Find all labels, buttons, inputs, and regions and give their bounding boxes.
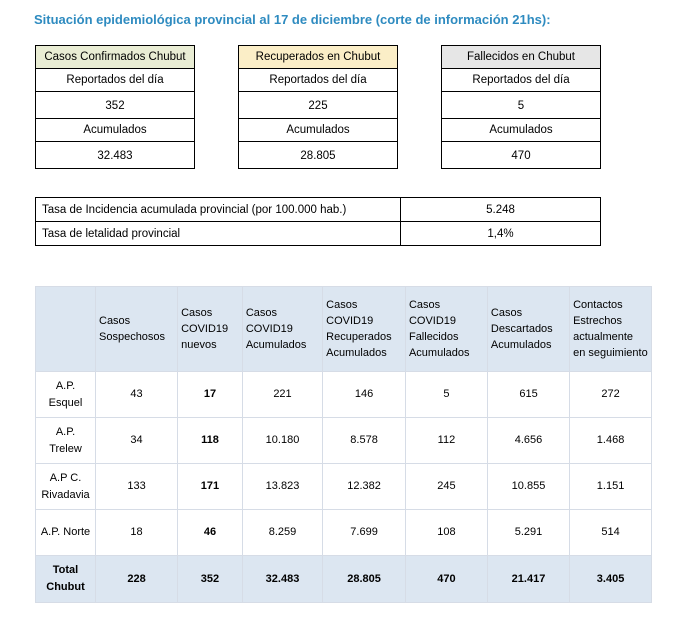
table-cell: 1.468 [570,418,652,464]
total-cell: 21.417 [487,556,569,603]
recovered-header: Recuperados en Chubut [239,46,398,69]
table-cell: 272 [570,372,652,418]
table-cell: 12.382 [323,464,406,510]
recovered-daily-value: 225 [239,92,398,119]
table-row [36,372,652,418]
column-header: Casos COVID19 nuevos [178,287,243,372]
region-name: A.P C. Rivadavia [36,464,96,510]
table-cell: 514 [570,510,652,556]
regional-cases-table [35,286,652,603]
column-header: Casos Sospechosos [96,287,178,372]
total-label: Total Chubut [36,556,96,603]
table-cell: 221 [242,372,322,418]
table-cell: 46 [178,510,243,556]
table-cell: 43 [96,372,178,418]
confirmed-cumulative-label: Acumulados [36,119,195,142]
confirmed-cumulative-value: 32.483 [36,142,195,169]
deaths-daily-value: 5 [442,92,601,119]
recovered-summary-box [238,45,398,169]
confirmed-daily-value: 352 [36,92,195,119]
column-header: Casos COVID19 Fallecidos Acumulados [405,287,487,372]
column-header: Casos COVID19 Acumulados [242,287,322,372]
page-title: Situación epidemiológica provincial al 17 de diciembre (corte de información 21hs): [34,12,551,27]
table-cell: 8.578 [323,418,406,464]
table-row [36,510,652,556]
table-cell: 5 [405,372,487,418]
column-header: Casos COVID19 Recuperados Acumulados [323,287,406,372]
deaths-header: Fallecidos en Chubut [442,46,601,69]
table-cell: 1.151 [570,464,652,510]
table-cell: 171 [178,464,243,510]
incidence-rate-label: Tasa de Incidencia acumulada provincial (por 100.000 hab.) [36,198,401,222]
table-cell: 133 [96,464,178,510]
table-cell: 118 [178,418,243,464]
confirmed-header: Casos Confirmados Chubut [36,46,195,69]
region-name: A.P. Trelew [36,418,96,464]
confirmed-summary-box [35,45,195,169]
total-cell: 28.805 [323,556,406,603]
total-cell: 352 [178,556,243,603]
table-row [36,464,652,510]
deaths-daily-label: Reportados del día [442,69,601,92]
deaths-cumulative-label: Acumulados [442,119,601,142]
table-cell: 18 [96,510,178,556]
table-cell: 112 [405,418,487,464]
total-cell: 32.483 [242,556,322,603]
total-cell: 228 [96,556,178,603]
region-name: A.P. Norte [36,510,96,556]
recovered-daily-label: Reportados del día [239,69,398,92]
table-row [36,418,652,464]
recovered-cumulative-value: 28.805 [239,142,398,169]
table-cell: 34 [96,418,178,464]
lethality-rate-value: 1,4% [401,222,601,246]
table-cell: 17 [178,372,243,418]
incidence-rate-value: 5.248 [401,198,601,222]
column-header [36,287,96,372]
table-cell: 5.291 [487,510,569,556]
rates-table [35,197,601,246]
table-cell: 4.656 [487,418,569,464]
confirmed-daily-label: Reportados del día [36,69,195,92]
table-cell: 245 [405,464,487,510]
lethality-rate-label: Tasa de letalidad provincial [36,222,401,246]
total-cell: 470 [405,556,487,603]
column-header: Casos Descartados Acumulados [487,287,569,372]
total-cell: 3.405 [570,556,652,603]
table-cell: 10.180 [242,418,322,464]
table-header-row [36,287,652,372]
table-cell: 146 [323,372,406,418]
table-cell: 13.823 [242,464,322,510]
table-cell: 8.259 [242,510,322,556]
column-header: Contactos Estrechos actualmente en seguimiento [570,287,652,372]
deaths-cumulative-value: 470 [442,142,601,169]
table-cell: 10.855 [487,464,569,510]
region-name: A.P. Esquel [36,372,96,418]
deaths-summary-box [441,45,601,169]
total-row [36,556,652,603]
recovered-cumulative-label: Acumulados [239,119,398,142]
table-cell: 7.699 [323,510,406,556]
table-cell: 615 [487,372,569,418]
table-cell: 108 [405,510,487,556]
